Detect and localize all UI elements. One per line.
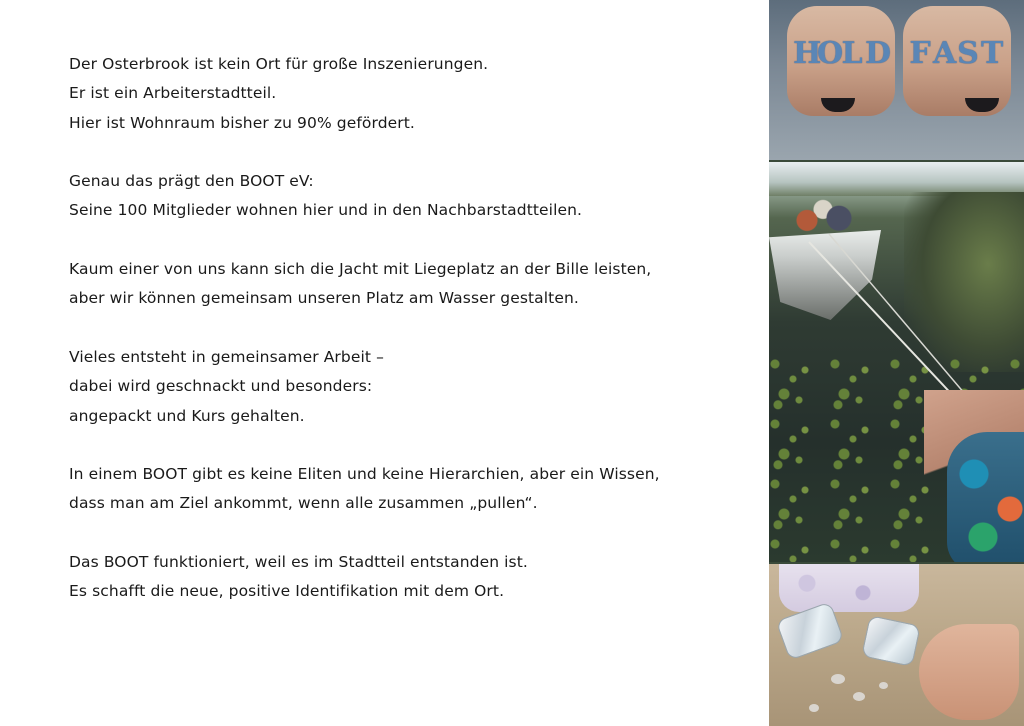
text-line: Er ist ein Arbeiterstadtteil. bbox=[69, 84, 277, 103]
photo-column bbox=[769, 0, 1024, 726]
text-line: Es schafft die neue, positive Identifikation mit dem Ort. bbox=[69, 582, 505, 601]
photo-boat-on-water bbox=[769, 162, 1024, 562]
paragraph-1 bbox=[69, 50, 749, 138]
text-line: Genau das prägt den BOOT eV: bbox=[69, 172, 314, 191]
text-line: Hier ist Wohnraum bisher zu 90% gefördert. bbox=[69, 113, 415, 132]
paragraph-3 bbox=[69, 255, 749, 314]
body-text bbox=[69, 50, 749, 636]
floral-dress bbox=[779, 564, 919, 612]
text-line: angepackt und Kurs gehalten. bbox=[69, 406, 305, 425]
pebble bbox=[879, 682, 888, 689]
photo-tattooed-hands bbox=[769, 0, 1024, 160]
pebble bbox=[853, 692, 865, 701]
paragraph-2 bbox=[69, 167, 749, 226]
text-line: Der Osterbrook ist kein Ort für große Inszenierungen. bbox=[69, 55, 489, 73]
text-line: In einem BOOT gibt es keine Eliten und keine Hierarchien, aber ein Wissen, bbox=[69, 465, 660, 484]
text-line: Vieles entsteht in gemeinsamer Arbeit – bbox=[69, 347, 384, 366]
paragraph-6 bbox=[69, 548, 749, 607]
bare-foot bbox=[919, 624, 1019, 720]
text-line: dabei wird geschnackt und besonders: bbox=[69, 377, 373, 396]
text-line: Das BOOT funktioniert, weil es im Stadtteil entstanden ist. bbox=[69, 553, 528, 572]
paragraph-4 bbox=[69, 343, 749, 431]
pebble bbox=[809, 704, 819, 712]
text-line: dass man am Ziel ankommt, wenn alle zusammen „pullen“. bbox=[69, 494, 538, 513]
text-line: aber wir können gemeinsam unseren Platz am Wasser gestalten. bbox=[69, 289, 579, 308]
tattoo-letter: T bbox=[981, 36, 1004, 71]
tattoo-letter: S bbox=[957, 36, 979, 71]
paragraph-5 bbox=[69, 460, 749, 519]
tattoo-letter: F bbox=[909, 36, 931, 71]
photo-feet-on-sand bbox=[769, 564, 1024, 726]
tattoo-letter: O bbox=[817, 36, 844, 71]
text-line: Seine 100 Mitglieder wohnen hier und in den Nachbarstadtteilen. bbox=[69, 201, 583, 220]
tattoo-letter: A bbox=[933, 36, 957, 71]
tattoo-letter: D bbox=[865, 36, 892, 71]
tattoo-letter: H bbox=[793, 36, 822, 71]
tattoo-letter: L bbox=[841, 36, 863, 71]
sandal bbox=[861, 615, 921, 667]
patterned-shirt bbox=[947, 432, 1024, 562]
text-line: Kaum einer von uns kann sich die Jacht mit Liegeplatz an der Bille leisten, bbox=[69, 260, 652, 279]
pebble bbox=[831, 674, 845, 684]
